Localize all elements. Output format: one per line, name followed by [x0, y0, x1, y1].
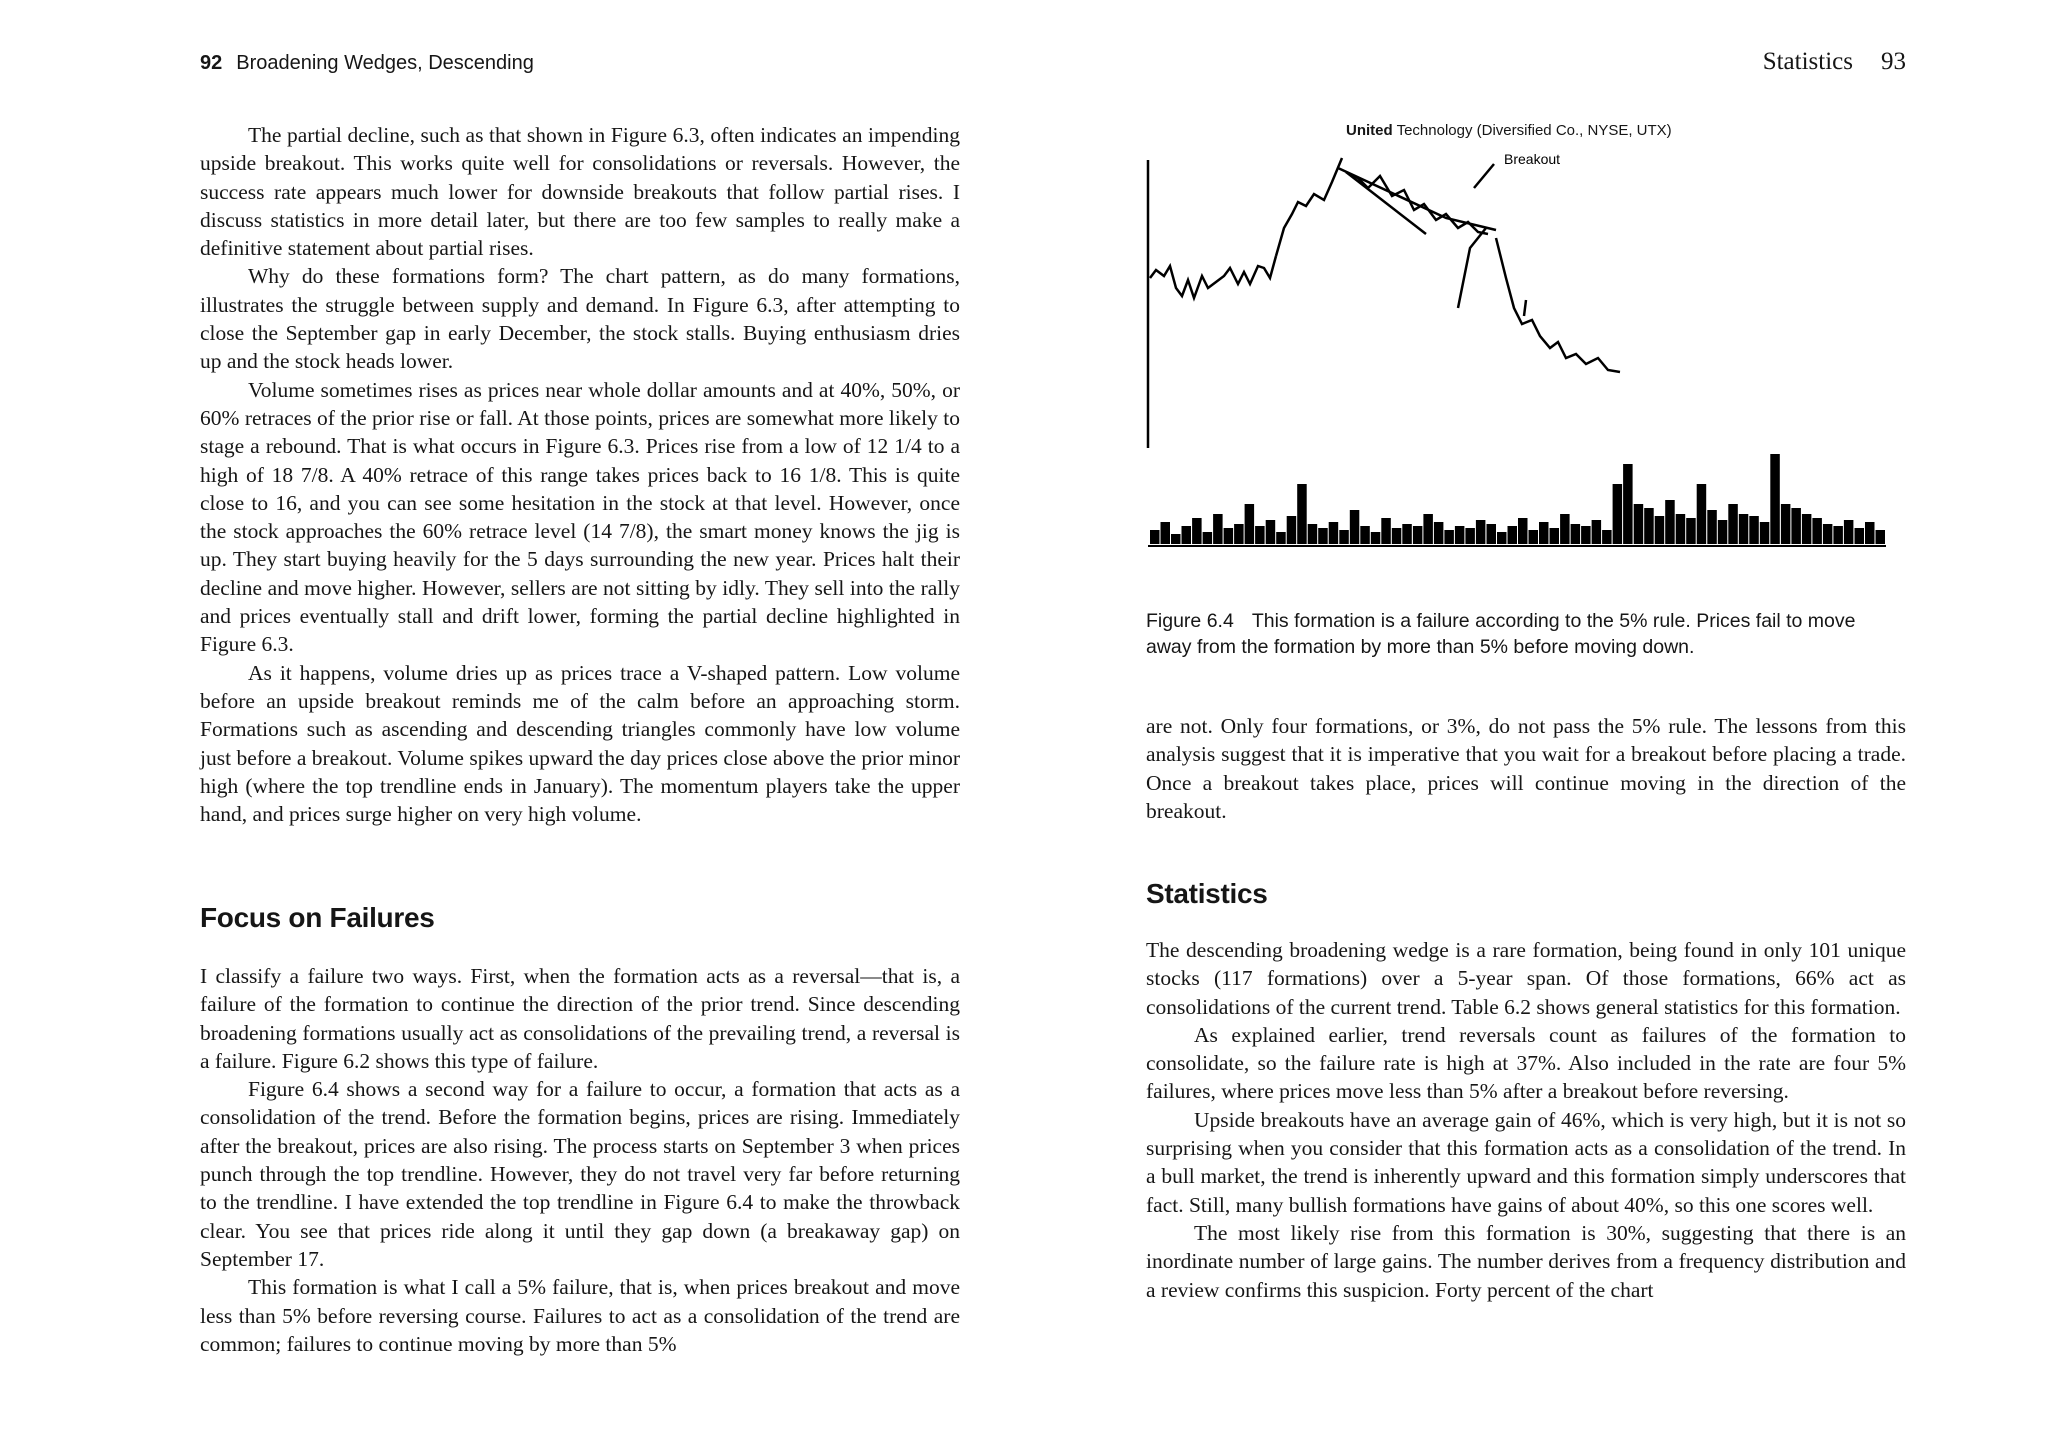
paragraph: I classify a failure two ways. First, when the formation acts as a reversal—that is, a failure of the formation to continue the direction of the prior trend. Since descending broadening formations usually act as consolidations of the prevailing trend, a reversal is a failure. Figure 6.2 shows this type of failure.	[200, 964, 960, 1073]
volume-bar	[1455, 526, 1465, 544]
volume-bar	[1203, 532, 1213, 544]
volume-bar	[1266, 520, 1276, 544]
paragraph: Upside breakouts have an average gain of 46%, which is very high, but it is not so surprising when you consider that this formation acts as a consolidation of the trend. In a bull market, the trend is inherently upward and this formation simply underscores that fact. Still, many bullish formations have gains of about 40%, so this one scores well.	[1146, 1107, 1906, 1217]
volume-bars	[1150, 454, 1885, 544]
gap-mark	[1524, 300, 1526, 316]
volume-bar	[1234, 524, 1244, 544]
volume-bar	[1823, 524, 1833, 544]
volume-bar	[1360, 526, 1370, 544]
volume-bar	[1855, 528, 1865, 544]
wedge-top-trendline	[1338, 168, 1496, 230]
volume-bar	[1476, 520, 1486, 544]
volume-bar	[1423, 514, 1433, 544]
volume-bar	[1686, 518, 1696, 544]
volume-bar	[1224, 528, 1234, 544]
right-page-number: 93	[1881, 48, 1906, 75]
left-body-block-2	[200, 962, 960, 1358]
paragraph: Why do these formations form? The chart pattern, as do many formations, illustrates the struggle between supply and demand. In Figure 6.3, after attempting to close the September gap in early December, the stock stalls. Buying enthusiasm dries up and the stock heads lower.	[200, 264, 960, 374]
volume-bar	[1434, 522, 1444, 544]
volume-bar	[1560, 514, 1570, 544]
left-running-head	[200, 52, 534, 75]
volume-bar	[1676, 514, 1686, 544]
paragraph: The descending broadening wedge is a rare formation, being found in only 101 unique stocks (117 formations) over a 5-year span. Of those formations, 66% act as consolidations of the current trend. Table 6.2 shows general statistics for this formation.	[1146, 938, 1906, 1019]
right-running-head-title: Statistics	[1762, 48, 1853, 75]
volume-bar	[1171, 534, 1181, 544]
volume-bar	[1539, 522, 1549, 544]
volume-bar	[1749, 516, 1759, 544]
volume-bar	[1833, 526, 1843, 544]
figure-title-bold: United	[1346, 122, 1393, 139]
breakout-arrow	[1474, 164, 1494, 188]
volume-bar	[1161, 522, 1171, 544]
volume-bar	[1287, 516, 1297, 544]
right-running-head	[1763, 48, 1906, 76]
paragraph: As explained earlier, trend reversals count as failures of the formation to consolidate, so the failure rate is high at 37%. Also included in the rate are four 5% failures, where prices move less than 5% after a breakout before reversing.	[1146, 1022, 1906, 1104]
heading-focus-on-failures: Focus on Failures	[200, 902, 435, 933]
price-series-rise	[1276, 158, 1342, 256]
volume-bar	[1581, 526, 1591, 544]
figure-title-rest: Technology (Diversified Co., NYSE, UTX)	[1396, 122, 1672, 139]
volume-bar	[1802, 514, 1812, 544]
heading-statistics: Statistics	[1146, 878, 1268, 909]
volume-bar	[1812, 518, 1822, 544]
volume-bar	[1876, 530, 1886, 544]
volume-bar	[1707, 510, 1717, 544]
volume-bar	[1781, 504, 1791, 544]
volume-bar	[1844, 520, 1854, 544]
volume-bar	[1213, 514, 1223, 544]
figure-caption-label: Figure 6.4	[1146, 610, 1234, 632]
price-series-early	[1150, 256, 1276, 298]
volume-bar	[1518, 518, 1528, 544]
volume-bar	[1192, 518, 1202, 544]
volume-bar	[1529, 530, 1539, 544]
volume-bar	[1255, 526, 1265, 544]
right-body-block-2	[1146, 936, 1906, 1304]
volume-bar	[1592, 520, 1602, 544]
volume-bar	[1381, 518, 1391, 544]
volume-bar	[1150, 530, 1160, 544]
volume-bar	[1402, 524, 1412, 544]
volume-bar	[1329, 522, 1339, 544]
volume-bar	[1308, 524, 1318, 544]
volume-bar	[1465, 528, 1475, 544]
volume-bar	[1739, 514, 1749, 544]
volume-bar	[1297, 484, 1307, 544]
volume-bar	[1613, 484, 1623, 544]
volume-bar	[1760, 522, 1770, 544]
left-running-head-title: Broadening Wedges, Descending	[236, 52, 534, 74]
volume-bar	[1718, 520, 1728, 544]
volume-bar	[1655, 516, 1665, 544]
figure-caption-text: This formation is a failure according to the 5% rule. Prices fail to move away from the formation by more than 5% before moving down.	[1146, 610, 1856, 658]
right-body-block-1	[1146, 712, 1906, 825]
paragraph: This formation is what I call a 5% failure, that is, when prices breakout and move less than 5% before reversing course. Failures to act as a consolidation of the trend are common; failures to continue moving by more than 5%	[200, 1275, 960, 1356]
paragraph: are not. Only four formations, or 3%, do not pass the 5% rule. The lessons from this analysis suggest that it is imperative that you wait for a breakout before placing a trade. Once a breakout takes place, prices will continue moving in the direction of the breakout.	[1146, 714, 1906, 823]
volume-bar	[1413, 526, 1423, 544]
volume-bar	[1644, 508, 1654, 544]
stock-chart	[1146, 148, 1906, 588]
volume-bar	[1665, 500, 1675, 544]
paragraph: The most likely rise from this formation is 30%, suggesting that there is an inordinate number of large gains. The number derives from a frequency distribution and a review confirms this suspicion. Forty percent of the chart	[1146, 1220, 1906, 1302]
volume-bar	[1634, 504, 1644, 544]
volume-bar	[1728, 504, 1738, 544]
paragraph: Figure 6.4 shows a second way for a failure to occur, a formation that acts as a consolidation of the trend. Before the formation begins, prices are rising. Immediately after the breakout, prices are also rising. The process starts on September 3 when prices punch through the top trendline. However, they do not travel very far before returning to the trendline. I have extended the top trendline in Figure 6.4 to make the throwback clear. You see that prices ride along it until they gap down (a breakaway gap) on September 17.	[200, 1077, 960, 1271]
price-series-decline	[1496, 238, 1620, 372]
left-page-number: 92	[200, 52, 223, 74]
volume-bar	[1602, 530, 1612, 544]
volume-bar	[1444, 530, 1454, 544]
paragraph: Volume sometimes rises as prices near whole dollar amounts and at 40%, 50%, or 60% retraces of the prior rise or fall. At those points, prices are somewhat more likely to stage a rebound. That is what occurs in Figure 6.3. Prices rise from a low of 12 1/4 to a high of 18 7/8. A 40% retrace of this range takes prices back to 16 1/8. This is quite close to 16, and you can see some hesitation in the stock at that level. However, once the stock approaches the 60% retrace level (14 7/8), the smart money knows the jig is up. They start buying heavily for the 5 days surrounding the new year. Prices halt their decline and move higher. However, sellers are not sitting by idly. They sell into the rally and prices eventually stall and drift lower, forming the partial decline highlighted in Figure 6.3.	[200, 377, 960, 657]
volume-bar	[1392, 528, 1402, 544]
figure-title	[1346, 122, 1672, 139]
volume-bar	[1865, 522, 1875, 544]
volume-bar	[1350, 510, 1360, 544]
paragraph: As it happens, volume dries up as prices trace a V-shaped pattern. Low volume before an upside breakout reminds me of the calm before an approaching storm. Formations such as ascending and descending triangles commonly have low volume just before a breakout. Volume spikes upward the day prices close above the prior minor high (where the top trendline ends in January). The momentum players take the upper hand, and prices surge higher on very high volume.	[200, 660, 960, 827]
paragraph: The partial decline, such as that shown in Figure 6.3, often indicates an impending upside breakout. This works quite well for consolidations or reversals. However, the success rate appears much lower for downside breakouts that follow partial rises. I discuss statistics in more detail later, but there are too few samples to really make a definitive statement about partial rises.	[200, 123, 960, 261]
volume-bar	[1508, 526, 1518, 544]
left-page	[200, 0, 960, 1451]
volume-bar	[1770, 454, 1780, 544]
volume-bar	[1371, 532, 1381, 544]
left-body-block-1	[200, 121, 960, 828]
volume-bar	[1182, 526, 1192, 544]
figure-caption	[1146, 608, 1906, 660]
volume-bar	[1245, 504, 1255, 544]
right-page	[1146, 0, 1906, 1451]
volume-bar	[1571, 524, 1581, 544]
volume-bar	[1487, 524, 1497, 544]
volume-bar	[1791, 508, 1801, 544]
volume-bar	[1550, 528, 1560, 544]
throwback-line	[1458, 228, 1486, 308]
volume-bar	[1623, 464, 1633, 544]
volume-bar	[1497, 532, 1507, 544]
volume-bar	[1697, 484, 1707, 544]
breakout-label: Breakout	[1504, 151, 1561, 167]
volume-bar	[1318, 528, 1328, 544]
volume-bar	[1339, 530, 1349, 544]
volume-bar	[1276, 532, 1286, 544]
